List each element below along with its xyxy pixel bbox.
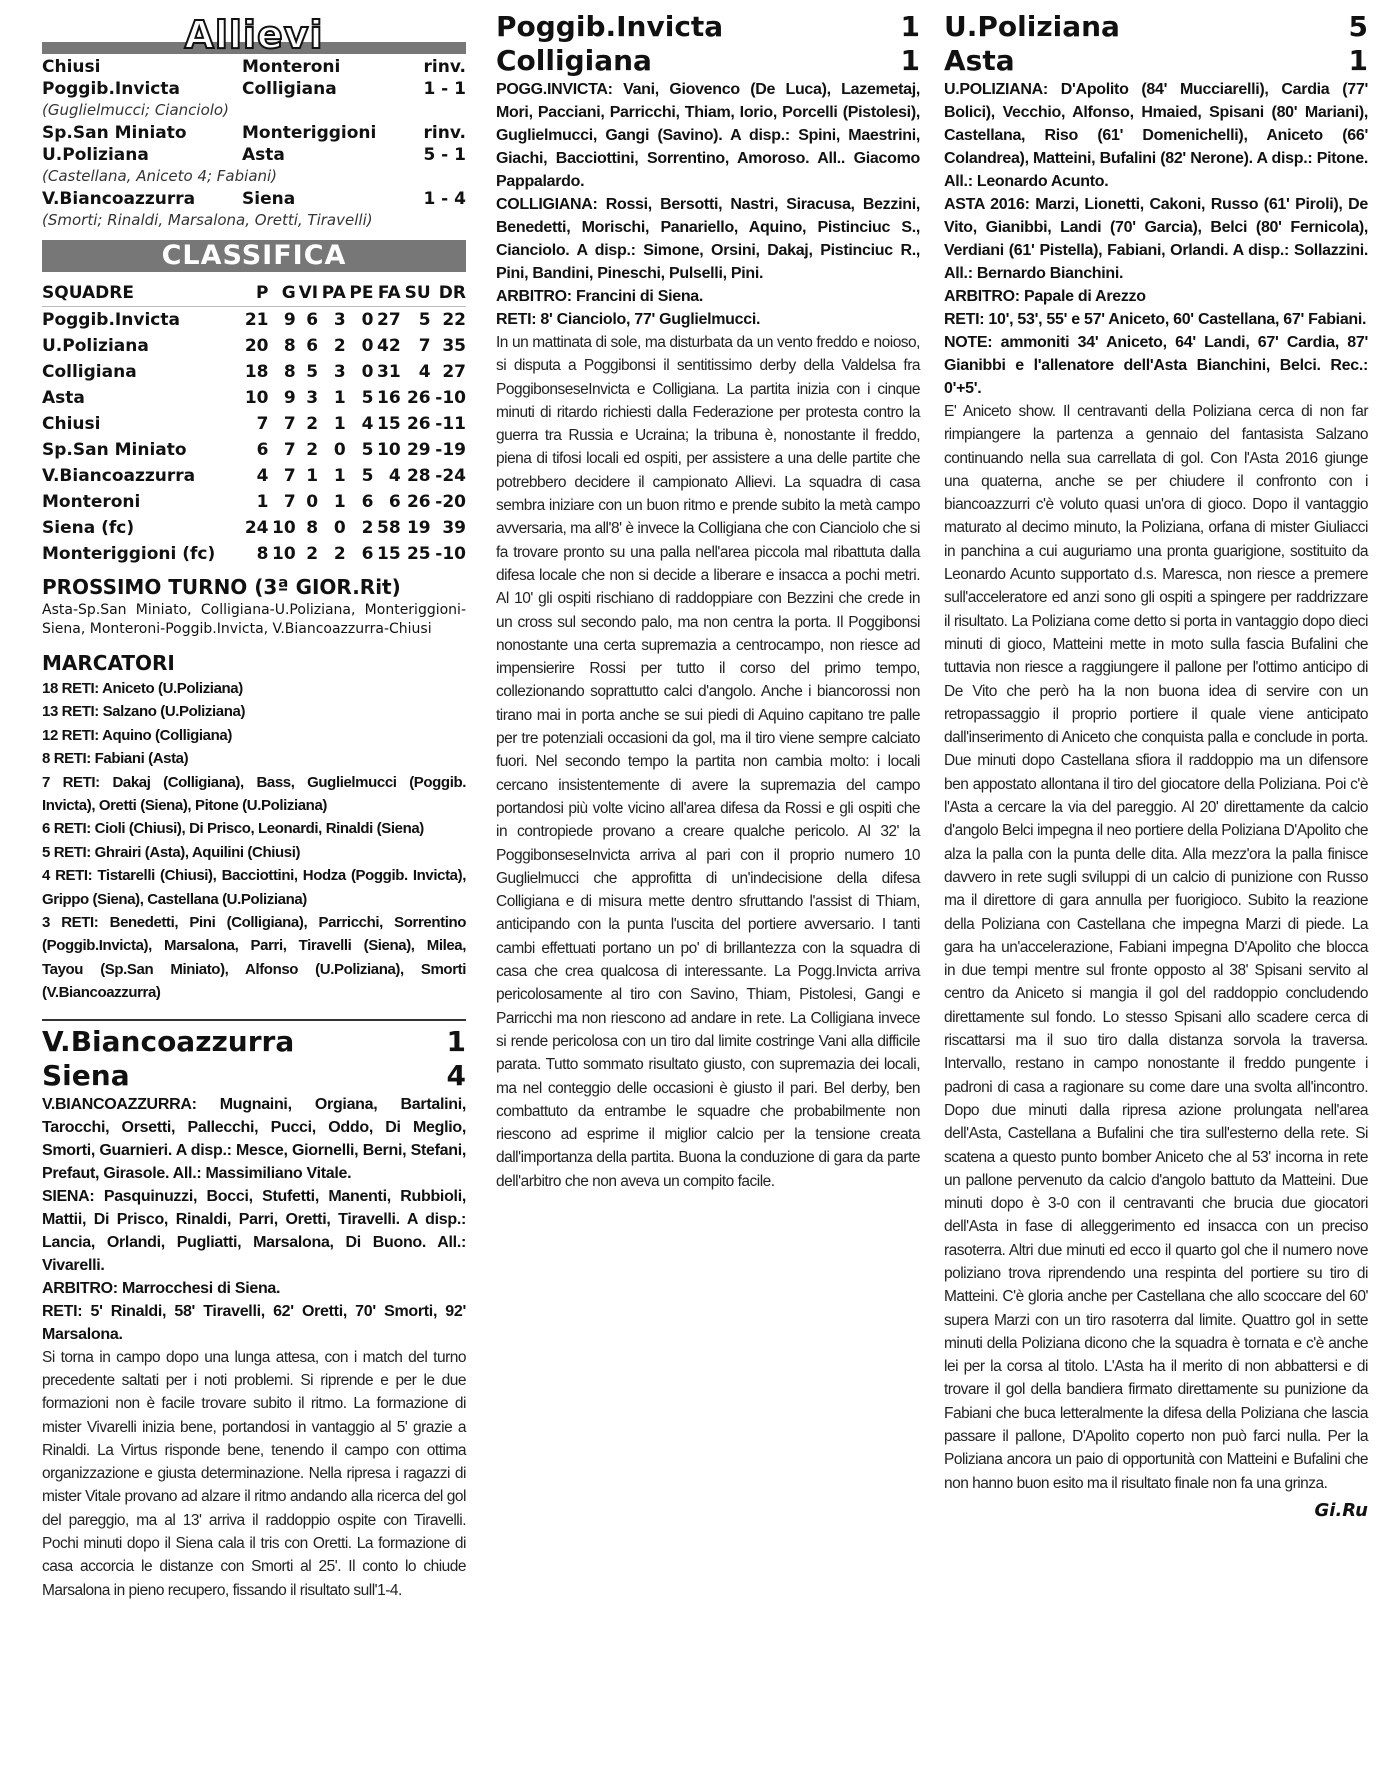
- stat-cell: 8: [306, 518, 319, 538]
- stat-cell: 21: [244, 310, 269, 330]
- standings-body: [42, 307, 466, 568]
- right-column: [944, 0, 1368, 1523]
- standings-row: [42, 307, 466, 334]
- result-row: [42, 144, 466, 166]
- match2-lineup-line: ARBITRO: Francini di Siena.: [496, 288, 704, 305]
- result-scorers: (Castellana, Aniceto 4; Fabiani): [42, 167, 278, 185]
- result-score: rinv.: [423, 57, 466, 77]
- stat-cell: 16: [377, 388, 401, 408]
- standings-col-header: P: [241, 280, 268, 307]
- match3-home-score: 5: [1348, 10, 1368, 43]
- team-name: V.Biancoazzurra: [42, 466, 196, 486]
- match3-away: Asta: [944, 44, 1015, 77]
- match2-home-score: 1: [900, 10, 920, 43]
- stat-cell: 2: [306, 440, 319, 460]
- scorers-list: [42, 677, 466, 1005]
- stat-cell: 28: [406, 466, 431, 486]
- standings-row: [42, 437, 466, 463]
- stat-cell: 39: [442, 518, 466, 538]
- stat-cell: 0: [333, 440, 346, 460]
- result-row: [42, 78, 466, 100]
- standings-col-header: SU: [401, 280, 431, 307]
- scorer-line: 8 RETI: Fabiani (Asta): [42, 750, 189, 768]
- match2-away-score: 1: [900, 44, 920, 77]
- stat-cell: 4: [256, 466, 269, 486]
- match3-lineup-line: U.POLIZIANA: D'Apolito (84' Mucciarelli), Cardia (77' Bolici), Vecchio, Alfonso, Hmaied, Spisani (80' Mariani), Castellana, Riso (61' Domenichelli), Aniceto (66' Colandrea), Matteini, Bufalini (82' Nerone). A disp.: Pitone. All.: Leonardo Acunto.: [944, 81, 1368, 190]
- stat-cell: 1: [333, 388, 346, 408]
- scorer-line: 5 RETI: Ghrairi (Asta), Aquilini (Chiusi): [42, 843, 301, 861]
- stat-cell: 26: [406, 492, 431, 512]
- stat-cell: 8: [256, 544, 269, 564]
- stat-cell: 25: [406, 544, 431, 564]
- match3-lineups: [944, 78, 1368, 400]
- stat-cell: 3: [306, 388, 319, 408]
- scorer-line: 3 RETI: Benedetti, Pini (Colligiana), Parricchi, Sorrentino (Poggib.Invicta), Marsalona, Parri, Tiravelli (Siena), Milea, Tayou (Sp.San Miniato), Alfonso (U.Poliziana), Smorti (V.Biancoazzurra): [42, 914, 466, 1002]
- standings-row: [42, 333, 466, 359]
- result-home: Sp.San Miniato: [42, 123, 187, 143]
- standings-row: [42, 411, 466, 437]
- stat-cell: -20: [435, 492, 466, 512]
- allievi-header: [42, 14, 466, 56]
- stat-cell: 1: [333, 414, 346, 434]
- stat-cell: 15: [377, 414, 401, 434]
- stat-cell: -24: [435, 466, 466, 486]
- stat-cell: 7: [256, 414, 269, 434]
- stat-cell: 2: [333, 544, 346, 564]
- team-name: Chiusi: [42, 414, 101, 434]
- standings-row: [42, 359, 466, 385]
- result-away: Monteroni: [242, 57, 341, 77]
- stat-cell: 9: [283, 388, 296, 408]
- result-home: Poggib.Invicta: [42, 79, 180, 99]
- stat-cell: 9: [283, 310, 296, 330]
- match3-lineup-line: ASTA 2016: Marzi, Lionetti, Cakoni, Russo (61' Piroli), De Vito, Gianibbi, Landi (70' Garcia), Belci (80' Fernicola), Verdiani (61' Pistella), Fabiani, Orlandi. A disp.: Sollazzini. All.: Bernardo Bianchini.: [944, 196, 1368, 282]
- scorer-line: 7 RETI: Dakaj (Colligiana), Bass, Guglielmucci (Poggib. Invicta), Oretti (Siena), Pitone (U.Poliziana): [42, 773, 466, 815]
- result-row: [42, 56, 466, 78]
- result-row: [42, 188, 466, 210]
- match1-away: Siena: [42, 1058, 130, 1092]
- result-score: 1 - 1: [423, 79, 466, 99]
- next-round-fixtures: Asta-Sp.San Miniato, Colligiana-U.Poliziana, Monteriggioni-Siena, Monteroni-Poggib.Invicta, V.Biancoazzurra-Chiusi: [42, 602, 466, 637]
- result-score: rinv.: [423, 123, 466, 143]
- stat-cell: 1: [256, 492, 269, 512]
- standings-col-header: FA: [373, 280, 400, 307]
- standings-col-header: PE: [346, 280, 374, 307]
- match3-report: E' Aniceto show. Il centravanti della Poliziana cerca di non far rimpiangere la partenza a gennaio del fantasista Salzano continuando nella sua carrellata di gol. Con l'Asta 2016 giunge una quaterna, anche se per chiudere il confronto con i biancoazzurri c'è voluto quasi un'ora di gioco. Dopo il vantaggio maturato al decimo minuto, la Poliziana, orfana di mister Giuliacci in panchina a cui auguriamo una pronta guarigione, sostituito da Leonardo Acunto supportato d.s. Maresca, non riesce a premere sull'acceleratore ed anzi sono gli ospiti a spingere per raddrizzare il risultato. La Poliziana come detto si porta in vantaggio dopo dieci minuti di gioco, Matteini mette in moto sulla fascia Bufalini che tuttavia non riesce a raggiungere il pallone per l'ottimo anticipo di De Vito che però ha la non buona idea di servire con un retropassaggio il proprio portiere il quale viene anticipato dall'inserimento di Aniceto che conquista palla e conclude in porta. Due minuti dopo Castellana sfiora il raddoppio ma un difensore ben appostato allontana il tiro del giocatore della Poliziana. Poi c'è l'Asta a cercare la via del pareggio. Al 20' direttamente da calcio d'angolo Belci impegna il neo portiere della Poliziana D'Apolito che alza la palla con la punta delle dita. Alla mezz'ora la palla finisce davvero in rete sugli sviluppi di un calcio di punizione con Russo ma il direttore di gara annulla per fuorigioco. Subito la reazione della Poliziana con Castellana che impegna Marzi di piede. La gara ha un'accelerazione, Fabiani impegna D'Apolito che blocca in due tempi mentre sul fronte opposto al 38' Spisani servito al centro da Aniceto si mangia il gol del raddoppio concludendo direttamente sul fondo. Lo stesso Spisani allo scadere cerca di riscattarsi ma il suo tiro dalla distanza sorvola la traversa. Intervallo, restano in campo nonostante il freddo pungente i padroni di casa a ragionare su come dare una svolta all'incontro. Dopo due minuti dalla ripresa azione prolungata nell'area dell'Asta, Castellana a Bufalini che tira sull'esterno della rete. Si scatena a questo punto bomber Aniceto che al 53' incorna in rete un pallone pervenuto da calcio d'angolo battuto da Matteini. Due minuti dopo è 3-0 con il centravanti che brucia due giocatori dell'Asta in fase di alleggerimento ed insacca con un preciso rasoterra. Altri due minuti ed ecco il quarto gol che il numero nove poliziano trova riprendendo una respinta del portiere su tiro di Matteini. C'è gloria anche per Castellana che allo scoccare del 60' supera Marzi con un tiro rasoterra dal limite. Quattro gol in sette minuti della Poliziana dicono che la squadra è tornata e c'è anche lei per la corsa al titolo. L'Asta ha il merito di non abbattersi e di trovare il gol della bandiera firmato direttamente su punizione da Fabiani che buca letteralmente la difesa della Poliziana che lascia passare il pallone, D'Apolito coperto non può farci nulla. Per la Poliziana ancora un paio di opportunità con Matteini e Bufalini che non hanno buon esito ma il risultato finale non fa una grinza.: [944, 403, 1368, 1492]
- middle-column: [496, 0, 920, 1193]
- stat-cell: 35: [442, 336, 466, 356]
- result-home: V.Biancoazzurra: [42, 189, 196, 209]
- stat-cell: 58: [377, 518, 401, 538]
- stat-cell: 3: [333, 310, 346, 330]
- match2-lineup-line: RETI: 8' Cianciolo, 77' Guglielmucci.: [496, 311, 761, 328]
- match1-home: V.Biancoazzurra: [42, 1024, 295, 1058]
- match2-away: Colligiana: [496, 44, 652, 77]
- stat-cell: 18: [244, 362, 269, 382]
- stat-cell: 0: [361, 362, 374, 382]
- stat-cell: 7: [283, 492, 296, 512]
- stat-cell: 5: [361, 440, 374, 460]
- match1-away-score: 4: [446, 1058, 466, 1092]
- result-away: Monteriggioni: [242, 123, 377, 143]
- match1-lineup-line: SIENA: Pasquinuzzi, Bocci, Stufetti, Manenti, Rubbioli, Mattii, Di Prisco, Rinaldi, Parri, Oretti, Tiravelli. A disp.: Lancia, Orlandi, Pugliatti, Marsalona, Di Buono. All.: Vivarelli.: [42, 1187, 466, 1274]
- result-away: Asta: [242, 145, 285, 165]
- stat-cell: -19: [435, 440, 466, 460]
- match1-lineup-line: V.BIANCOAZZURRA: Mugnaini, Orgiana, Bartalini, Tarocchi, Orsetti, Pallecchi, Pucci, Oddo, Di Meglio, Smorti, Guarnieri. A disp.: Mesce, Giornelli, Berni, Stefani, Prefaut, Girasole. All.: Massimiliano Vitale.: [42, 1095, 466, 1182]
- stat-cell: -11: [435, 414, 466, 434]
- match1-lineup-line: ARBITRO: Marrocchesi di Siena.: [42, 1279, 281, 1297]
- stat-cell: 10: [272, 518, 296, 538]
- result-row: [42, 122, 466, 144]
- stat-cell: 2: [306, 414, 319, 434]
- stat-cell: 8: [283, 336, 296, 356]
- stat-cell: -10: [435, 544, 466, 564]
- match1-report: Si torna in campo dopo una lunga attesa, con i match del turno precedente saltati per i noti problemi. Si riprende e per le due formazioni non è facile trovare subito il ritmo. La formazione di mister Vivarelli inizia bene, portandosi in vantaggio al 5' grazie a Rinaldi. La Virtus risponde bene, tenendo il campo con ottima organizzazione e giusta determinazione. Nella ripresa i ragazzi di mister Vitale provano ad alzare il ritmo andando alla ricerca del gol del pareggio, ma al 13' arriva il raddoppio ospite con Tiravelli. Pochi minuti dopo il Siena cala il tris con Oretti. La formazione di casa accorcia le distanze con Smorti al 25'. Il conto lo chiude Marsalona in pieno recupero, fissando il risultato sull'1-4.: [42, 1348, 466, 1599]
- stat-cell: 4: [418, 362, 431, 382]
- match2-report: In un mattinata di sole, ma disturbata da un vento freddo e noioso, si disputa a Poggibonsi il sentitissimo derby della Valdelsa fra PoggibonseseInvicta e Colligiana. La partita inizia con i cinque minuti di ritardo richiesti dalla Federazione per protesta contro la guerra tra Russia e Ucraina; la tribuna è, nonostante il freddo, piena di tifosi locali ed ospiti, per assistere a una delle partite che potrebbero decidere il campionato Allievi. La squadra di casa sembra iniziare con un buon ritmo e prende subito la metà campo avversaria, ma all'8' è invece la Colligiana che con Cianciolo che si fa trovare pronto su una palla nell'area piccola mal ribattuta dalla difesa locale che non si decide a liberare e insacca a pochi metri. Al 10' gli ospiti rischiano di raddoppiare con Bezzini che crede in un cross sul secondo palo, ma non centra la porta. Il Poggibonsi nonostante una certa supremazia a centrocampo, non riesce ad impensierire Rossi per tutto il corso del primo tempo, collezionando soprattutto calci d'angolo. Anche i biancorossi non tirano mai in porta anche se sui piedi di Aquino capitano tre palle per tre potenziali occasioni da gol, ma il tiro viene sempre calciato fuori. Nel secondo tempo la partita non cambia molto: i locali cercano insistentemente di avere la supremazia del campo portandosi più volte vicino all'area difesa da Rossi e gli ospiti che in contropiede provano a creare qualche pericolo. Al 32' la PoggibonseseInvicta arriva al pari con il proprio numero 10 Guglielmucci che approfitta di un'indecisione della difesa Colligiana e di misura mette dentro sfruttando l'assist di Thiam, anticipando con la punta l'uscita del portiere avversario. I tanti cambi effettuati portano un po' di brillantezza con la squadra di casa che crea qualcosa di interessante. La Pogg.Invicta arriva pericolosamente al tiro con Savino, Thiam, Pistolesi, Gangi e Parricchi ma non riescono ad andare in rete. La Colligiana invece si rende pericolosa con un tiro dal limite costringe Vani alla difficile parata. Tutto sommato risultato giusto, con supremazia dei locali, ma nel conteggio delle occasioni è giusto il pari. Bel derby, ben combattuto da entrambe le squadre che probabilmente non riescono ad esprime il miglior calcio per la tensione creata dall'importanza della partita. Buona la conduzione di gara da parte dell'arbitro che non aveva un compito facile.: [496, 334, 920, 1190]
- stat-cell: 2: [333, 336, 346, 356]
- next-round-title: PROSSIMO TURNO (3ª GIOR.Rit): [42, 575, 401, 599]
- stat-cell: 22: [442, 310, 466, 330]
- match3-away-score: 1: [1348, 44, 1368, 77]
- stat-cell: 1: [333, 466, 346, 486]
- scorer-line: 6 RETI: Cioli (Chiusi), Di Prisco, Leonardi, Rinaldi (Siena): [42, 820, 424, 838]
- standings-row: [42, 463, 466, 489]
- team-name: Monteroni: [42, 492, 141, 512]
- standings-col-header: G: [268, 280, 295, 307]
- results-list: [42, 56, 466, 230]
- stat-cell: 10: [377, 440, 401, 460]
- stat-cell: 5: [418, 310, 431, 330]
- stat-cell: 7: [283, 466, 296, 486]
- stat-cell: 5: [306, 362, 319, 382]
- match3-header: [944, 10, 1368, 78]
- stat-cell: 27: [377, 310, 401, 330]
- team-name: Sp.San Miniato: [42, 440, 187, 460]
- stat-cell: 1: [333, 492, 346, 512]
- stat-cell: 6: [306, 336, 319, 356]
- team-name: Asta: [42, 388, 85, 408]
- stat-cell: 2: [306, 544, 319, 564]
- stat-cell: 29: [406, 440, 431, 460]
- allievi-title: Allievi: [184, 13, 324, 57]
- stat-cell: 31: [377, 362, 401, 382]
- match2-header: [496, 10, 920, 78]
- standings-row: [42, 515, 466, 541]
- standings-col-header: DR: [431, 280, 466, 307]
- team-name: Poggib.Invicta: [42, 310, 180, 330]
- match1-lineups: [42, 1093, 466, 1346]
- stat-cell: -10: [435, 388, 466, 408]
- scorer-line: 4 RETI: Tistarelli (Chiusi), Bacciottini, Hodza (Poggib. Invicta), Grippo (Siena), Castellana (U.Poliziana): [42, 867, 466, 908]
- match2-home: Poggib.Invicta: [496, 10, 724, 43]
- stat-cell: 24: [244, 518, 269, 538]
- match3-home: U.Poliziana: [944, 10, 1120, 43]
- scorers-title: MARCATORI: [42, 651, 175, 675]
- standings-col-header: SQUADRE: [42, 280, 241, 307]
- stat-cell: 7: [283, 440, 296, 460]
- result-home: U.Poliziana: [42, 145, 149, 165]
- result-scorers: (Smorti; Rinaldi, Marsalona, Oretti, Tiravelli): [42, 211, 373, 229]
- team-name: Siena (fc): [42, 518, 135, 538]
- match3-lineup-line: NOTE: ammoniti 34' Aniceto, 64' Landi, 67' Cardia, 87' Gianibbi e l'allenatore dell'Asta Bianchini, Belci. Rec.: 0'+5'.: [944, 334, 1368, 397]
- stat-cell: 15: [377, 544, 401, 564]
- result-home: Chiusi: [42, 57, 101, 77]
- author-signature: Gi.Ru: [1314, 1499, 1368, 1521]
- stat-cell: 5: [361, 466, 374, 486]
- result-score: 5 - 1: [423, 145, 466, 165]
- stat-cell: 8: [283, 362, 296, 382]
- scorer-line: 12 RETI: Aquino (Colligiana): [42, 726, 232, 744]
- stat-cell: 10: [244, 388, 269, 408]
- result-score: 1 - 4: [423, 189, 466, 209]
- team-name: U.Poliziana: [42, 336, 149, 356]
- stat-cell: 6: [306, 310, 319, 330]
- standings-col-header: VI: [296, 280, 318, 307]
- stat-cell: 26: [406, 414, 431, 434]
- standings-row: [42, 385, 466, 411]
- stat-cell: 20: [244, 336, 269, 356]
- standings-title: CLASSIFICA: [42, 240, 466, 272]
- stat-cell: 6: [256, 440, 269, 460]
- stat-cell: 19: [406, 518, 431, 538]
- stat-cell: 6: [361, 544, 374, 564]
- stat-cell: 10: [272, 544, 296, 564]
- match1-header: [42, 1019, 466, 1093]
- stat-cell: 6: [388, 492, 401, 512]
- match2-lineup-line: COLLIGIANA: Rossi, Bersotti, Nastri, Siracusa, Bezzini, Benedetti, Morischi, Panariello, Aquino, Pistinciuc S., Cianciolo. A disp.: Simone, Orsini, Dakaj, Pistinciuc R., Pini, Bandini, Pineschi, Pulselli, Pini.: [496, 196, 920, 282]
- stat-cell: 6: [361, 492, 374, 512]
- stat-cell: 42: [377, 336, 401, 356]
- stat-cell: 7: [283, 414, 296, 434]
- scorer-line: 13 RETI: Salzano (U.Poliziana): [42, 703, 246, 721]
- left-column: [42, 0, 466, 1602]
- standings-row: [42, 541, 466, 567]
- scorer-line: 18 RETI: Aniceto (U.Poliziana): [42, 680, 243, 697]
- stat-cell: 4: [388, 466, 401, 486]
- stat-cell: 3: [333, 362, 346, 382]
- team-name: Monteriggioni (fc): [42, 544, 216, 564]
- stat-cell: 0: [333, 518, 346, 538]
- stat-cell: 0: [361, 310, 374, 330]
- stat-cell: 4: [361, 414, 374, 434]
- standings-col-header: PA: [318, 280, 346, 307]
- stat-cell: 0: [361, 336, 374, 356]
- match2-lineup-line: POGG.INVICTA: Vani, Giovenco (De Luca), Lazemetaj, Mori, Pacciani, Parricchi, Thiam, Iorio, Porcelli (Pistolesi), Guglielmucci, Gangi (Savino). A disp.: Spini, Maestrini, Giachi, Bacciottini, Sorrentino, Amoroso. All.. Giacomo Pappalardo.: [496, 81, 920, 190]
- stat-cell: 26: [406, 388, 431, 408]
- match1-lineup-line: RETI: 5' Rinaldi, 58' Tiravelli, 62' Oretti, 70' Smorti, 92' Marsalona.: [42, 1302, 466, 1343]
- result-scorers: (Guglielmucci; Cianciolo): [42, 101, 229, 119]
- standings-header-row: [42, 280, 466, 307]
- stat-cell: 7: [418, 336, 431, 356]
- result-away: Colligiana: [242, 79, 337, 99]
- standings-row: [42, 489, 466, 515]
- stat-cell: 1: [306, 466, 319, 486]
- match2-lineups: [496, 78, 920, 331]
- standings-table: [42, 280, 466, 567]
- match3-lineup-line: ARBITRO: Papale di Arezzo: [944, 288, 1146, 305]
- match3-lineup-line: RETI: 10', 53', 55' e 57' Aniceto, 60' Castellana, 67' Fabiani.: [944, 311, 1367, 328]
- stat-cell: 0: [306, 492, 319, 512]
- team-name: Colligiana: [42, 362, 137, 382]
- stat-cell: 27: [442, 362, 466, 382]
- result-away: Siena: [242, 189, 296, 209]
- stat-cell: 5: [361, 388, 374, 408]
- stat-cell: 2: [361, 518, 374, 538]
- match1-home-score: 1: [446, 1024, 466, 1058]
